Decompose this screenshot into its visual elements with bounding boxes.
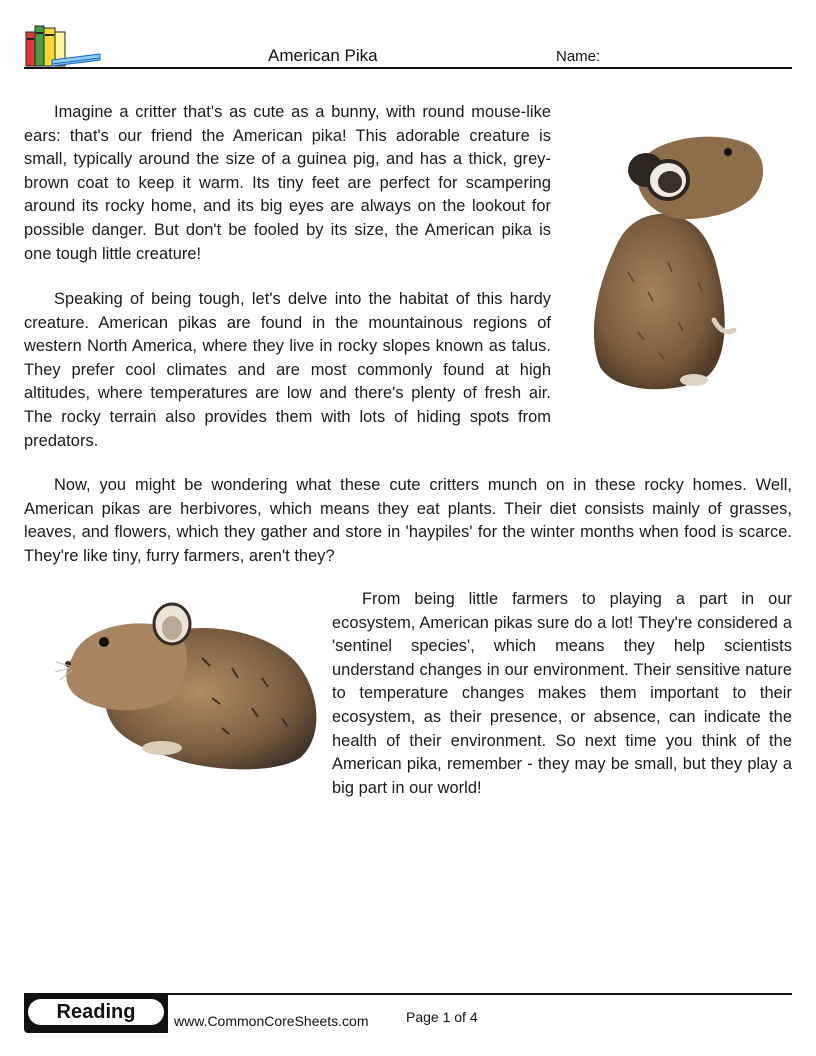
books-icon	[24, 24, 104, 68]
page-number: Page 1 of 4	[406, 1009, 478, 1025]
page-header	[24, 24, 792, 69]
page-footer	[24, 993, 792, 1033]
subject-badge	[24, 995, 168, 1033]
site-url: www.CommonCoreSheets.com	[174, 1013, 369, 1029]
name-field-label: Name:	[556, 48, 601, 65]
article-paragraph-1: Imagine a critter that's as cute as a bunny, with round mouse-like ears: that's our friend the American pika! This adorable creature is small, typically around the size of a guinea pig, and has a thick, grey-brown coat to keep it warm. Its tiny feet are perfect for scampering around its rocky home, and its big eyes are always on the lookout for possible danger. But don't be fooled by its size, the American pika is one tough little creature!	[24, 103, 551, 263]
pika-standing-photo	[578, 122, 772, 400]
article-paragraph-3: Now, you might be wondering what these cute critters munch on in these rocky homes. Well, American pikas are herbivores, which means they eat plants. Their diet consists mainly of grasses, leaves, and flowers, which they gather and store in 'haypiles' for the winter months when food is scarce. They're like tiny, furry farmers, aren't they?	[24, 476, 792, 565]
subject-badge-label: Reading	[28, 999, 164, 1025]
page-title: American Pika	[268, 46, 378, 65]
pika-lying-photo	[52, 598, 324, 778]
article-paragraph-4: From being little farmers to playing a part in our ecosystem, American pikas sure do a lot! They're considered a 'sentinel species', which means they help scientists understand changes in our environment. Their sensitive nature to temperature changes makes them important to their ecosystem, as their presence, or absence, can indicate the health of their environment. So next time you think of the American pika, remember - they may be small, but they play a big part in our world!	[332, 590, 792, 797]
article-paragraph-2: Speaking of being tough, let's delve into the habitat of this hardy creature. American pikas are found in the mountainous regions of western North America, where they live in rocky slopes known as talus. They prefer cool climates and are most commonly found at high altitudes, where temperatures are low and there's plenty of fresh air. The rocky terrain also provides them with lots of hiding spots from predators.	[24, 290, 551, 450]
header-divider	[24, 67, 792, 69]
